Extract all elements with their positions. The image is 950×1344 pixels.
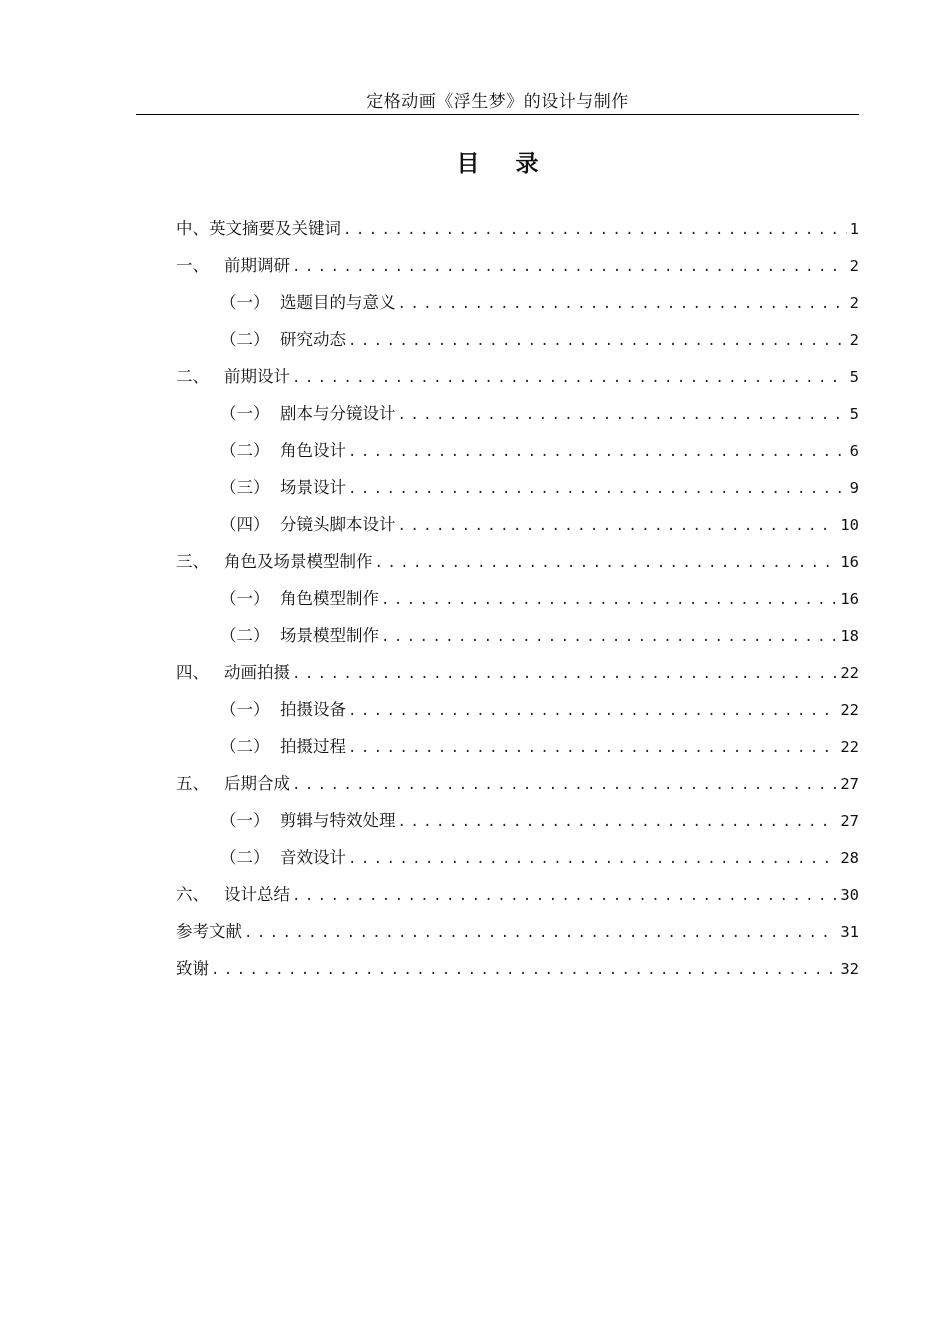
toc-entry[interactable] <box>176 585 859 622</box>
toc-entry-title: 场景模型制作 <box>280 626 379 645</box>
toc-entry[interactable] <box>176 252 859 289</box>
toc-entry-number: （二） <box>220 330 270 349</box>
table-of-contents <box>176 215 859 992</box>
toc-entry-title: 后期合成 <box>224 774 290 793</box>
toc-page-number: 22 <box>840 664 859 682</box>
toc-page-number: 18 <box>840 627 859 645</box>
toc-page-number: 1 <box>849 220 859 238</box>
toc-entry-number: （二） <box>220 737 270 756</box>
toc-page-number: 16 <box>840 553 859 571</box>
toc-page-number: 31 <box>840 923 859 941</box>
toc-dot-leader <box>348 438 847 466</box>
toc-entry-title: 角色模型制作 <box>280 589 379 608</box>
toc-dot-leader <box>211 956 837 984</box>
toc-entry[interactable] <box>176 363 859 400</box>
toc-entry[interactable] <box>176 289 859 326</box>
toc-page-number: 27 <box>840 812 859 830</box>
toc-entry-title: 剪辑与特效处理 <box>280 811 396 830</box>
toc-entry[interactable] <box>176 696 859 733</box>
toc-entry-number: 五、 <box>176 774 209 793</box>
toc-entry[interactable] <box>176 881 859 918</box>
toc-entry-title: 音效设计 <box>280 848 346 867</box>
toc-entry[interactable] <box>176 770 859 807</box>
toc-dot-leader <box>348 475 847 503</box>
toc-entry[interactable] <box>176 400 859 437</box>
toc-entry-number: （三） <box>220 478 270 497</box>
toc-entry-number: （二） <box>220 848 270 867</box>
toc-entry-title: 参考文献 <box>176 922 242 941</box>
toc-dot-leader <box>375 549 838 577</box>
toc-entry-number: 一、 <box>176 256 209 275</box>
toc-entry[interactable] <box>176 807 859 844</box>
toc-entry-title: 致谢 <box>176 959 209 978</box>
toc-dot-leader <box>292 253 847 281</box>
toc-page-number: 10 <box>840 516 859 534</box>
toc-page-number: 2 <box>849 257 859 275</box>
toc-dot-leader <box>292 364 847 392</box>
toc-entry-title: 中、英文摘要及关键词 <box>176 219 341 238</box>
toc-page-number: 22 <box>840 701 859 719</box>
toc-entry-title: 分镜头脚本设计 <box>280 515 396 534</box>
toc-entry[interactable] <box>176 548 859 585</box>
toc-dot-leader <box>348 734 837 762</box>
toc-entry-title: 拍摄设备 <box>280 700 346 719</box>
toc-page-number: 5 <box>849 368 859 386</box>
toc-dot-leader <box>398 401 847 429</box>
toc-page-number: 2 <box>849 294 859 312</box>
toc-dot-leader <box>398 290 847 318</box>
toc-page-number: 30 <box>840 886 859 904</box>
toc-page-number: 22 <box>840 738 859 756</box>
toc-page-number: 6 <box>849 442 859 460</box>
toc-entry-title: 拍摄过程 <box>280 737 346 756</box>
toc-entry-number: （一） <box>220 293 270 312</box>
toc-entry-title: 场景设计 <box>280 478 346 497</box>
toc-entry-number: 四、 <box>176 663 209 682</box>
toc-entry[interactable] <box>176 326 859 363</box>
toc-dot-leader <box>292 882 837 910</box>
toc-dot-leader <box>348 845 837 873</box>
toc-entry[interactable] <box>176 622 859 659</box>
toc-dot-leader <box>348 327 847 355</box>
toc-entry-number: 三、 <box>176 552 209 571</box>
toc-title: 目录 <box>456 150 575 177</box>
toc-entry-number: （一） <box>220 404 270 423</box>
toc-page-number: 9 <box>849 479 859 497</box>
toc-entry-title: 设计总结 <box>224 885 290 904</box>
toc-entry-title: 角色及场景模型制作 <box>224 552 373 571</box>
toc-dot-leader <box>292 771 837 799</box>
toc-entry-number: （四） <box>220 515 270 534</box>
toc-page-number: 27 <box>840 775 859 793</box>
toc-dot-leader <box>292 660 837 688</box>
toc-entry-number: 六、 <box>176 885 209 904</box>
toc-dot-leader <box>398 512 838 540</box>
toc-entry-number: （二） <box>220 626 270 645</box>
toc-page-number: 2 <box>849 331 859 349</box>
toc-entry-title: 研究动态 <box>280 330 346 349</box>
toc-entry[interactable] <box>176 511 859 548</box>
toc-page-number: 5 <box>849 405 859 423</box>
toc-page-number: 32 <box>840 960 859 978</box>
toc-entry-title: 选题目的与意义 <box>280 293 396 312</box>
toc-dot-leader <box>244 919 837 947</box>
toc-entry[interactable] <box>176 437 859 474</box>
toc-dot-leader <box>381 623 837 651</box>
toc-entry-number: （二） <box>220 441 270 460</box>
toc-dot-leader <box>381 586 837 614</box>
toc-dot-leader <box>343 216 847 244</box>
toc-dot-leader <box>348 697 837 725</box>
toc-entry-number: 二、 <box>176 367 209 386</box>
toc-entry[interactable] <box>176 733 859 770</box>
header-rule <box>136 114 859 115</box>
toc-entry[interactable] <box>176 844 859 881</box>
toc-entry[interactable] <box>176 215 859 252</box>
toc-entry-number: （一） <box>220 811 270 830</box>
toc-entry-title: 前期调研 <box>224 256 290 275</box>
toc-page-number: 28 <box>840 849 859 867</box>
toc-entry-number: （一） <box>220 589 270 608</box>
toc-entry-title: 动画拍摄 <box>224 663 290 682</box>
toc-entry[interactable] <box>176 955 859 992</box>
toc-page-number: 16 <box>840 590 859 608</box>
toc-entry[interactable] <box>176 474 859 511</box>
toc-entry[interactable] <box>176 918 859 955</box>
toc-entry[interactable] <box>176 659 859 696</box>
toc-entry-title: 前期设计 <box>224 367 290 386</box>
toc-dot-leader <box>398 808 838 836</box>
running-header: 定格动画《浮生梦》的设计与制作 <box>366 92 629 112</box>
toc-entry-title: 角色设计 <box>280 441 346 460</box>
toc-entry-title: 剧本与分镜设计 <box>280 404 396 423</box>
toc-entry-number: （一） <box>220 700 270 719</box>
